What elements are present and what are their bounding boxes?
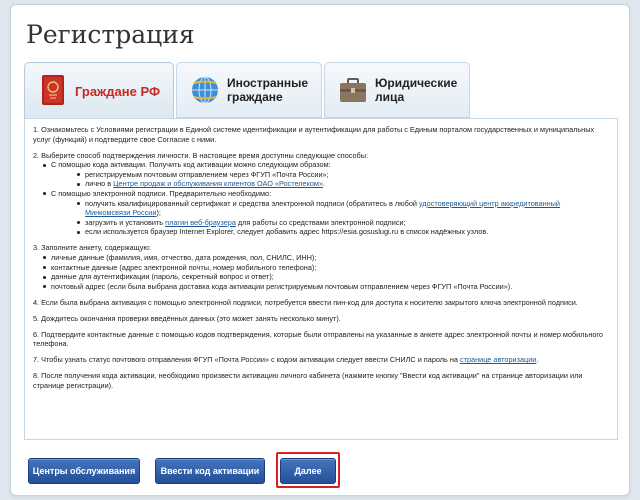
step-5: 5. Дождитесь окончания проверки введённых данных (это может занять несколько минут). bbox=[33, 313, 341, 323]
tab-citizens-rf[interactable] bbox=[24, 62, 174, 120]
method-electronic-signature bbox=[33, 189, 607, 237]
tab-citizens-rf-label: Граждане РФ bbox=[75, 84, 161, 99]
list-item: почтовый адрес (если была выбрана доставка кода активации регистрируемым почтовым отправлением через ФГУП «Почта России»). bbox=[33, 282, 607, 292]
auth-page-link[interactable]: странице авторизации bbox=[459, 355, 537, 365]
list-item-text: получить квалифицированный сертификат и средства электронной подписи (обратитесь в любой bbox=[85, 198, 419, 208]
next-button[interactable]: Далее bbox=[280, 458, 336, 484]
list-item-text: для работы со средствами электронной подписи; bbox=[235, 217, 406, 227]
step-2-methods bbox=[33, 160, 607, 237]
tab-bar bbox=[24, 62, 618, 118]
step-6: 6. Подтвердите контактные данные с помощью кодов подтверждения, которые были отправлены на указанные в анкете адрес электронной почты и номер мобильного телефона. bbox=[33, 329, 603, 349]
list-item: если используется браузер Internet Explorer, следует добавить адрес https://esia.gosuslugi.ru в список надёжных узлов. bbox=[51, 227, 607, 237]
tab-foreign-citizens-line1: Иностранные bbox=[227, 76, 309, 90]
step-2-title: 2. Выберите способ подтверждения личности. В настоящее время доступны следующие способы: bbox=[33, 150, 368, 160]
step-7-text: 7. Чтобы узнать статус почтового отправления ФГУП «Почта России» с кодом активации следует ввести СНИЛС и пароль на bbox=[33, 355, 460, 365]
list-item-text: лично в bbox=[85, 179, 114, 189]
list-item bbox=[51, 218, 607, 228]
list-item: данные для аутентификации (пароль, секретный вопрос и ответ); bbox=[33, 272, 607, 282]
tab-legal-entities-line2: лица bbox=[375, 90, 405, 104]
method-electronic-signature-text: С помощью электронной подписи. Предварительно необходимо: bbox=[51, 188, 272, 198]
list-item-text: . bbox=[323, 179, 326, 189]
globe-browser-icon bbox=[187, 73, 223, 107]
list-item-text: ); bbox=[156, 208, 161, 218]
step-3 bbox=[33, 243, 607, 291]
method-activation-code-text: С помощью кода активации. Получить код активации можно следующим образом: bbox=[51, 160, 331, 170]
service-centers-button[interactable]: Центры обслуживания bbox=[28, 458, 140, 484]
list-item bbox=[51, 179, 607, 189]
list-item-text: загрузить и установить bbox=[85, 217, 166, 227]
page-title: Регистрация bbox=[26, 20, 195, 49]
list-item: контактные данные (адрес электронной почты, номер мобильного телефона); bbox=[33, 263, 607, 273]
tab-foreign-citizens[interactable] bbox=[176, 62, 322, 118]
step-4: 4. Если была выбрана активация с помощью электронной подписи, потребуется ввести пин-код для доступа к носителю закрытого ключа электронной подписи. bbox=[33, 297, 578, 307]
list-item: регистрируемым почтовым отправлением через ФГУП «Почта России»; bbox=[51, 170, 607, 180]
enter-activation-code-button[interactable]: Ввести код активации bbox=[155, 458, 265, 484]
step-3-fields bbox=[33, 253, 607, 291]
list-item: личные данные (фамилия, имя, отчество, дата рождения, пол, СНИЛС, ИНН); bbox=[33, 253, 607, 263]
method-activation-code bbox=[33, 160, 607, 189]
step-8: 8. После получения кода активации, необходимо произвести активацию личного кабинета (нажмите кнопку "Ввести код активации" на странице авторизации или странице регистрации). bbox=[33, 371, 583, 390]
tab-foreign-citizens-line2: граждане bbox=[227, 90, 283, 104]
step-7-text: . bbox=[536, 355, 539, 365]
briefcase-icon bbox=[335, 73, 371, 107]
certification-center-link[interactable]: удостоверяющий центр аккредитованный Минкомсвязи России bbox=[85, 198, 561, 218]
passport-icon bbox=[35, 73, 71, 107]
list-item bbox=[51, 199, 607, 218]
step-3-title: 3. Заполните анкету, содержащую: bbox=[33, 243, 151, 253]
step-2 bbox=[33, 151, 607, 237]
next-button-highlight bbox=[276, 452, 340, 488]
step-1: 1. Ознакомьтесь с Условиями регистрации в Единой системе идентификации и аутентификации для работы с Единым порталом государственных и муниципальных услуг (функций) и подтвердите свое Согласие с ними. bbox=[33, 125, 595, 144]
rostelecom-centers-link[interactable]: Центре продаж и обслуживания клиентов ОАО «Ростелеком» bbox=[113, 179, 324, 189]
registration-instructions bbox=[24, 118, 618, 440]
step-7 bbox=[33, 355, 607, 365]
tab-legal-entities[interactable] bbox=[324, 62, 470, 118]
tab-legal-entities-line1: Юридические bbox=[375, 76, 458, 90]
browser-plugin-link[interactable]: плагин веб-браузера bbox=[165, 217, 236, 227]
